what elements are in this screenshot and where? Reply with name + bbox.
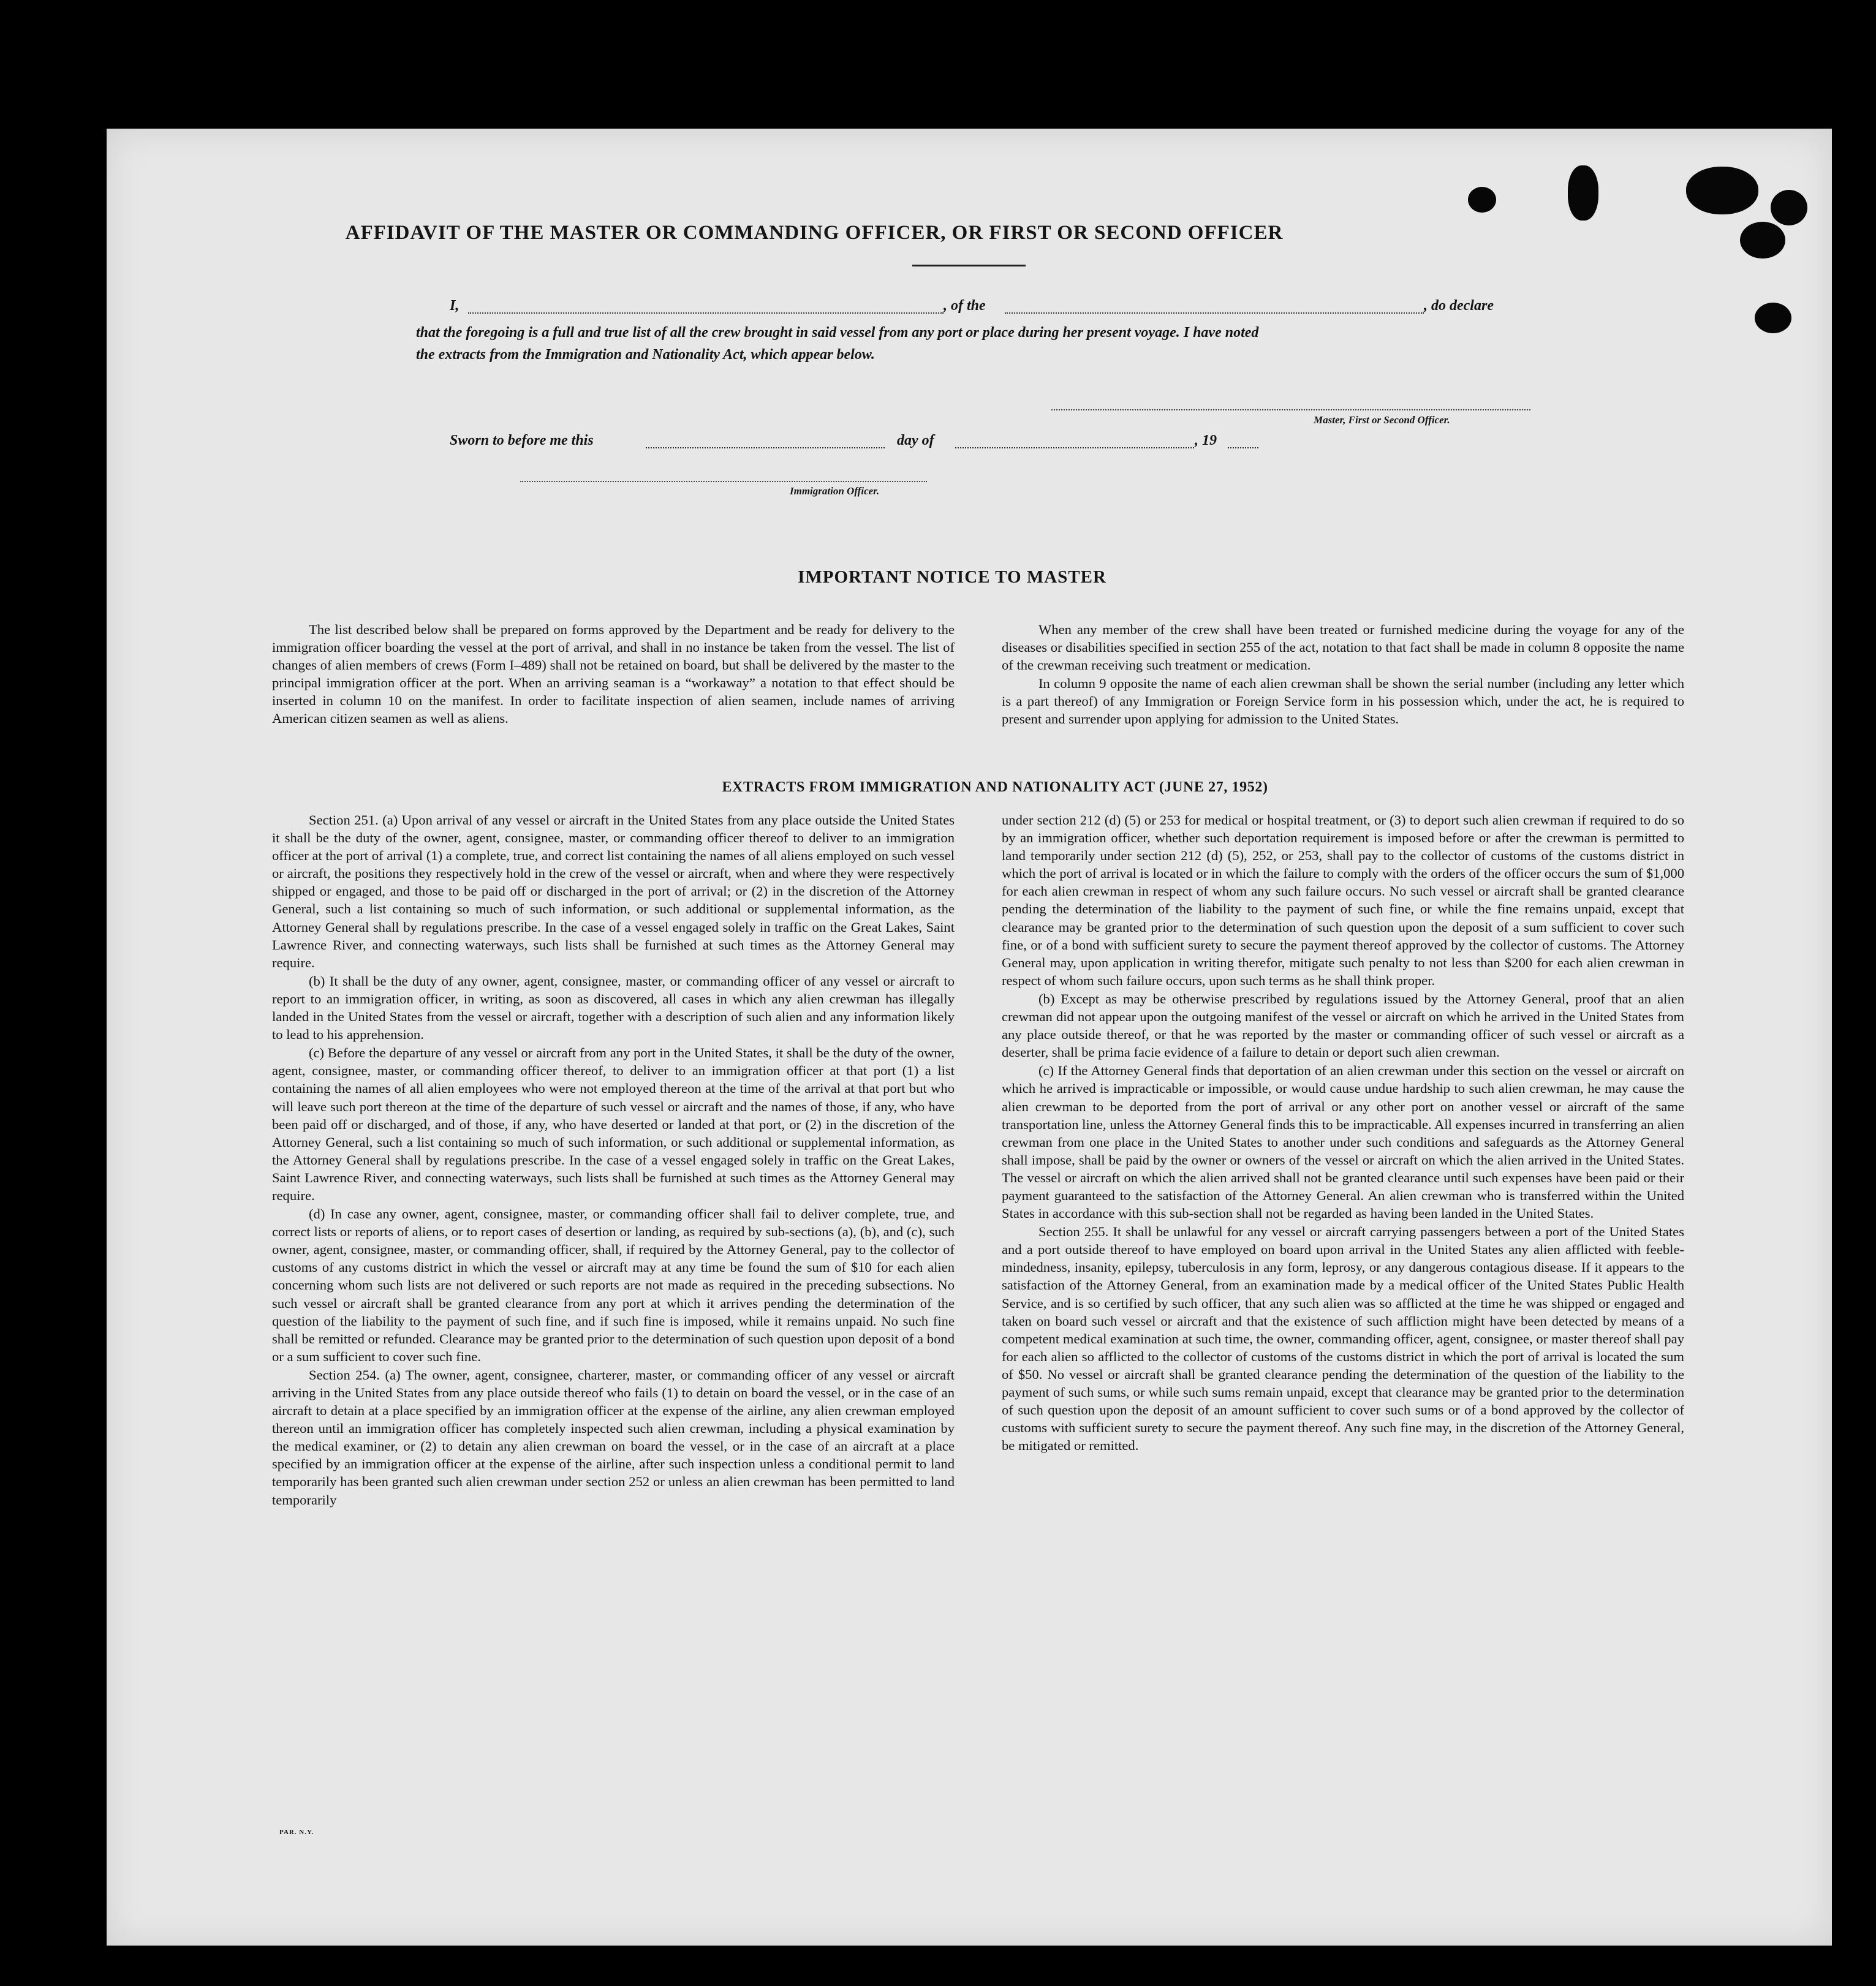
name-blank	[468, 312, 944, 314]
notice-title: IMPORTANT NOTICE TO MASTER	[798, 567, 1106, 587]
section-255: Section 255. It shall be unlawful for any vessel or aircraft carrying passengers between a port of the United States and a port outside thereof to have employed on board upon arrival in the United States any alien afflicted with feeble-mindedness, insanity, epilepsy, tuberculosis in any form, leprosy, or any dangerous contagious disease. If it appears to the satisfaction of the Attorney General, from an examination made by a medical officer of the United States Public Health Service, and is so certified by such officer, that any such alien was so afflicted at the time he was shipped or engaged and taken on board such vessel or aircraft and that the existence of such affliction might have been detected by means of a competent medical examination at such time, the owner, commanding officer, agent, consignee, or master thereof shall pay for each alien so afflicted to the collector of customs of the customs district in which the port of arrival is located the sum of $50. No vessel or aircraft shall be granted clearance pending the determination of the question of the liability to the payment of such sums, or while such sums remain unpaid, except that clearance may be granted prior to the determination of such question upon the deposit of an amount sufficient to cover such sums or of a bond approved by the collector of customs with sufficient surety to secure the payment thereof. Any such fine may, in the discretion of the Attorney General, be mitigated or remitted.	[1002, 1224, 1684, 1454]
ink-blot	[1771, 190, 1807, 225]
ink-blot	[1740, 222, 1785, 259]
day-of-text: day of	[897, 432, 934, 448]
printer-mark: PAR. N.Y.	[279, 1829, 314, 1836]
notice-left-column	[272, 621, 955, 728]
notice-right-paragraph-2: In column 9 opposite the name of each alien crewman shall be shown the serial number (including any letter which is a part thereof) of any Immigration or Foreign Service form in his possession which, under the act, he is required to present and surrender upon applying for admission to the United States.	[1002, 676, 1684, 727]
sworn-date-blank	[646, 447, 885, 448]
sworn-text: Sworn to before me this	[450, 432, 594, 448]
notice-right-column	[1002, 621, 1684, 729]
declaration-of-the: , of the	[944, 298, 986, 314]
declaration-do-declare: , do declare	[1424, 298, 1494, 314]
document-page	[107, 129, 1832, 1946]
month-blank	[955, 447, 1194, 448]
ink-blot	[1755, 303, 1791, 333]
title-rule	[912, 265, 1026, 266]
section-251-a: Section 251. (a) Upon arrival of any vessel or aircraft in the United States from any place outside the United States it shall be the duty of the owner, agent, consignee, master, or commanding officer thereof to deliver to an immigration officer at the port of arrival (1) a complete, true, and correct list containing the names of all aliens employed on such vessel or aircraft, the positions they respectively hold in the crew of the vessel or aircraft, when and where they were respectively shipped or engaged, and those to be paid off or discharged in the port of arrival; or (2) in the discretion of the Attorney General, such a list containing so much of such information, or such additional or supplemental information, as the Attorney General shall by regulations prescribe. In the case of a vessel engaged solely in traffic on the Great Lakes, Saint Lawrence River, and connecting waterways, such lists shall be furnished at such times as the Attorney General may require.	[272, 812, 955, 970]
ink-blot	[1686, 167, 1758, 214]
ink-blot	[1468, 187, 1496, 213]
affidavit-title: AFFIDAVIT OF THE MASTER OR COMMANDING OFFICER, OR FIRST OR SECOND OFFICER	[345, 222, 1284, 244]
declaration-line-3: the extracts from the Immigration and Nationality Act, which appear below.	[416, 347, 875, 363]
declaration-line-2: that the foregoing is a full and true list of all the crew brought in said vessel from any port or place during her present voyage. I have noted	[416, 325, 1259, 341]
section-254-a-continued: under section 212 (d) (5) or 253 for medical or hospital treatment, or (3) to deport such alien crewman if required to do so by an immigration officer, whether such deportation requirement is imposed before or after the crewman is permitted to land temporarily under section 212 (d) (5), 252, or 253, shall pay to the collector of customs of the customs district in which the port of arrival is located or in which the failure to comply with the orders of the officer occurs the sum of $1,000 for each alien crewman in respect of whom any such failure occurs. No such vessel or aircraft shall be granted clearance pending the determination of the liability to the payment of such fine, or while the fine remains unpaid, except that clearance may be granted prior to the determination of such question upon the deposit of a sum sufficient to cover such fine, or of a bond with sufficient surety to secure the payment thereof approved by the collector of customs. The Attorney General may, upon application in writing therefor, mitigate such penalty to not less than $200 for each alien crewman in respect of whom such failure occurs, upon such terms as he shall think proper.	[1002, 812, 1684, 988]
officer-line	[520, 481, 927, 482]
extracts-right-column	[1002, 811, 1684, 1455]
signature-line	[1051, 409, 1530, 410]
notice-left-paragraph: The list described below shall be prepared on forms approved by the Department and be ready for delivery to the immigration officer boarding the vessel at the port of arrival, and shall in no instance be taken from the vessel. The list of changes of alien members of crews (Form I–489) shall not be retained on board, but shall be delivered by the master to the principal immigration officer at the port. When an arriving seaman is a “workaway” a notation to that effect should be inserted in column 10 on the manifest. In order to facilitate inspection of alien seamen, include names of arriving American citizen seamen as well as aliens.	[272, 622, 955, 727]
vessel-blank	[1005, 312, 1424, 314]
year-text: , 19	[1195, 432, 1217, 448]
year-blank	[1228, 447, 1258, 448]
section-251-d: (d) In case any owner, agent, consignee, master, or commanding officer shall fail to deliver complete, true, and correct lists or reports of aliens, or to report cases of desertion or landing, as required by sub-sections (a), (b), and (c), such owner, agent, consignee, master, or commanding officer, shall, if required by the Attorney General, pay to the collector of customs of any customs district in which the vessel or aircraft may at any time be found the sum of $10 for each alien concerning whom such lists are not delivered or such reports are not made as required in the preceding subsections. No such vessel or aircraft shall be granted clearance from any port at which it arrives pending the determination of the question of the liability to the payment of such fine, and if such fine is imposed, while it remains unpaid. No such fine shall be remitted or refunded. Clearance may be granted prior to the determination of such question upon deposit of a bond or a sum sufficient to cover such fine.	[272, 1206, 955, 1364]
signature-caption: Master, First or Second Officer.	[1314, 414, 1450, 426]
extracts-title: EXTRACTS FROM IMMIGRATION AND NATIONALITY ACT (JUNE 27, 1952)	[722, 779, 1268, 795]
section-251-c: (c) Before the departure of any vessel or aircraft from any port in the United States, it shall be the duty of the owner, agent, consignee, master, or commanding officer thereof, to deliver to an immigration officer at that port (1) a list containing the names of all alien employees who were not employed thereon at the time of the arrival at that port but who will leave such port thereon at the time of the departure of such vessel or aircraft and the names of those, if any, who have been paid off or discharged, and of those, if any, who have deserted or landed at that port, or (2) in the discretion of the Attorney General, such a list containing so much of such information, or such additional or supplemental information, as the Attorney General shall by regulations prescribe. In the case of a vessel engaged solely in traffic on the Great Lakes, Saint Lawrence River, and connecting waterways, such lists shall be furnished at such times as the Attorney General may require.	[272, 1045, 955, 1203]
section-254-a: Section 254. (a) The owner, agent, consignee, charterer, master, or commanding officer of any vessel or aircraft arriving in the United States from any place outside thereof who fails (1) to detain on board the vessel, or in the case of an aircraft to detain at a place specified by an immigration officer at the expense of the airline, any alien crewman employed thereon until an immigration officer has completely inspected such alien crewman, including a physical examination by the medical examiner, or (2) to detain any alien crewman on board the vessel, or in the case of an aircraft at a place specified by an immigration officer at the expense of the airline, after such inspection unless a conditional permit to land temporarily has been granted such alien crewman under section 252 or unless an alien crewman has been permitted to land temporarily	[272, 1367, 955, 1508]
ink-blot	[1568, 165, 1598, 221]
section-254-c: (c) If the Attorney General finds that deportation of an alien crewman under this section on the vessel or aircraft on which he arrived is impracticable or impossible, or would cause undue hardship to such alien crewman, he may cause the alien crewman to be deported from the port of arrival or any other port on another vessel or aircraft of the same transportation line, unless the Attorney General finds this to be impracticable. All expenses incurred in transferring an alien crewman from one place in the United States to another under such conditions and safeguards as the Attorney General shall impose, shall be paid by the owner or owners of the vessel or aircraft on which the alien arrived in the United States. The vessel or aircraft on which the alien arrived shall not be granted clearance until such expenses have been paid or their payment guaranteed to the satisfaction of the Attorney General. An alien crewman who is transferred within the United States in accordance with this sub-section shall not be regarded as having been landed in the United States.	[1002, 1063, 1684, 1221]
extracts-left-column	[272, 811, 955, 1509]
declaration-i: I,	[450, 298, 460, 314]
notice-right-paragraph-1: When any member of the crew shall have been treated or furnished medicine during the voyage for any of the diseases or disabilities specified in section 255 of the act, notation to that fact shall be made in column 8 opposite the name of the crewman receiving such treatment or medication.	[1002, 622, 1684, 673]
section-254-b: (b) Except as may be otherwise prescribed by regulations issued by the Attorney General, proof that an alien crewman did not appear upon the outgoing manifest of the vessel or aircraft on which he arrived in the United States from any place outside thereof, or that he was reported by the master or commanding officer of such vessel or aircraft as a deserter, shall be prima facie evidence of a failure to detain or deport such alien crewman.	[1002, 991, 1684, 1060]
section-251-b: (b) It shall be the duty of any owner, agent, consignee, master, or commanding officer of any vessel or aircraft to report to an immigration officer, in writing, as soon as discovered, all cases in which any alien crewman has illegally landed in the United States from the vessel or aircraft, together with a description of such alien and any information likely to lead to his apprehension.	[272, 973, 955, 1043]
officer-caption: Immigration Officer.	[790, 485, 880, 497]
